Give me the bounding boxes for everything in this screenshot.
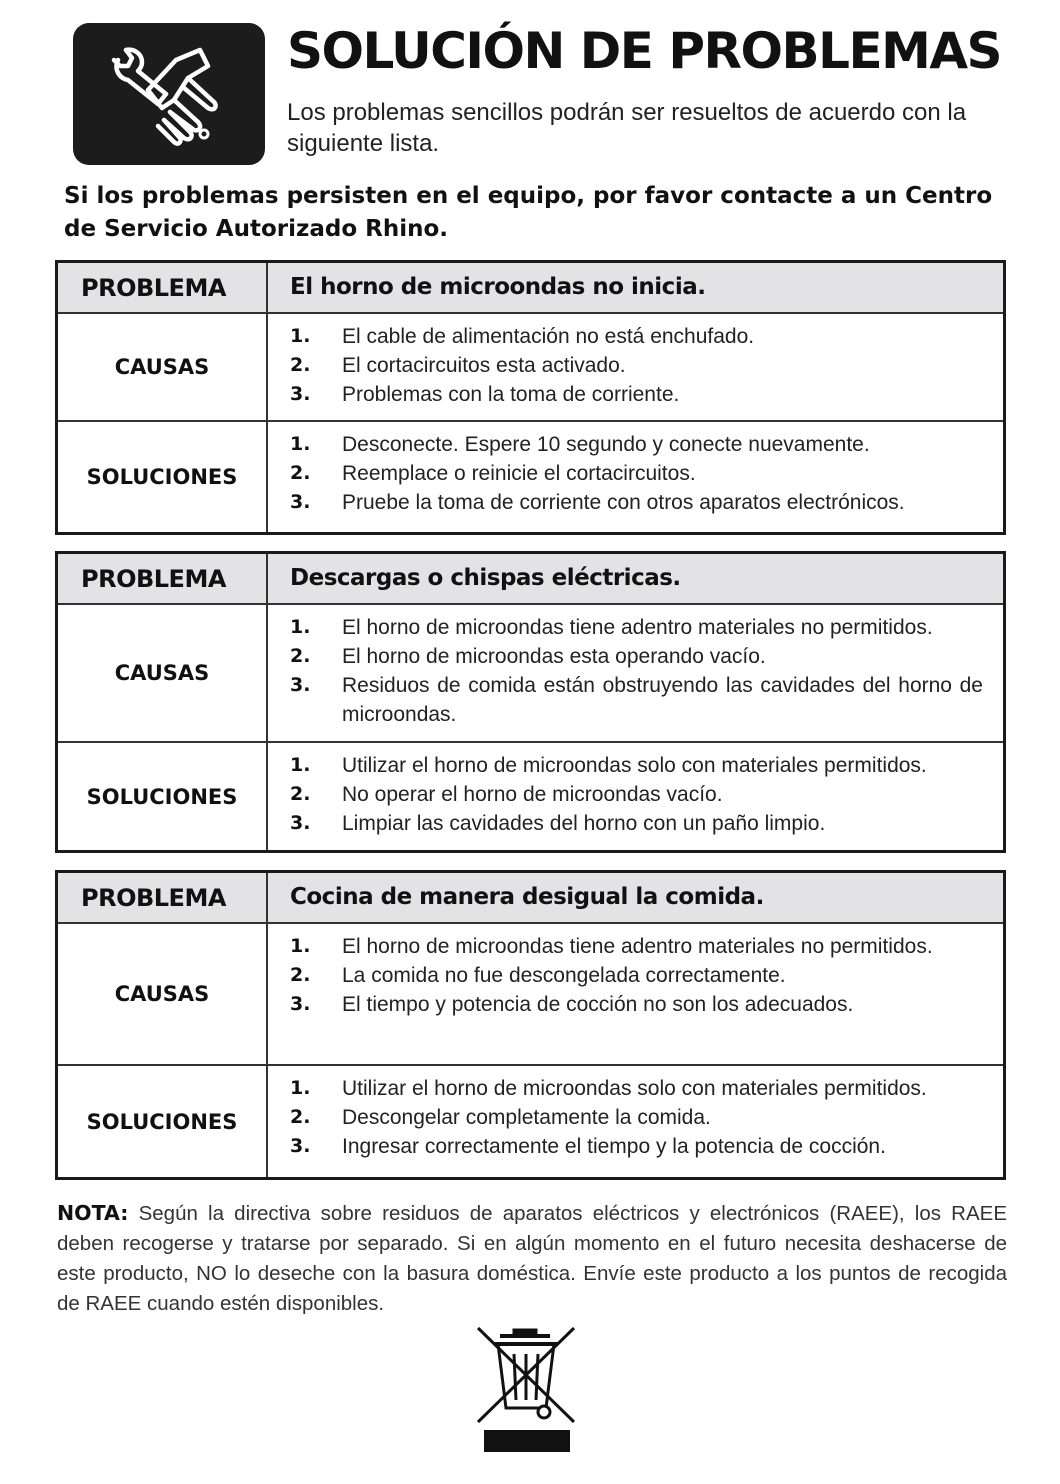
service-warning: Si los problemas persisten en el equipo, por favor contacte a un Centro de Servicio Autorizado Rhino. bbox=[64, 183, 993, 242]
problem-title: Cocina de manera desigual la comida. bbox=[290, 884, 764, 910]
raee-note bbox=[57, 1198, 1007, 1319]
problem-label: PROBLEMA bbox=[58, 873, 268, 922]
problem-table-2 bbox=[55, 551, 1006, 853]
problem-table-3 bbox=[55, 870, 1006, 1180]
list-item: 3. Ingresar correctamente el tiempo y la potencia de cocción. bbox=[290, 1135, 886, 1158]
list-item: 1. Utilizar el horno de microondas solo con materiales permitidos. bbox=[290, 754, 927, 777]
wrench-hand-icon bbox=[73, 23, 265, 165]
list-item: 1. El cable de alimentación no está enchufado. bbox=[290, 325, 755, 348]
list-item: 2. El horno de microondas esta operando vacío. bbox=[290, 645, 766, 668]
causes-row bbox=[58, 922, 1003, 1064]
page-title: SOLUCIÓN DE PROBLEMAS bbox=[287, 22, 1002, 80]
note-label: NOTA: bbox=[57, 1201, 129, 1225]
solutions-row bbox=[58, 420, 1003, 532]
list-item: 2. Reemplace o reinicie el cortacircuitos. bbox=[290, 462, 696, 485]
problem-table-1 bbox=[55, 260, 1006, 535]
note-text: Según la directiva sobre residuos de aparatos eléctricos y electrónicos (RAEE), los RAEE deben recogerse y tratarse por separado. Si en algún momento en el futuro necesita deshacerse de este producto, NO lo deseche con la basura doméstica. Envíe este producto a los puntos de recogida de RAEE cuando estén disponibles. bbox=[57, 1202, 1007, 1315]
causes-row bbox=[58, 603, 1003, 741]
solutions-label: SOLUCIONES bbox=[58, 743, 268, 850]
causes-label: CAUSAS bbox=[58, 924, 268, 1064]
problem-title: Descargas o chispas eléctricas. bbox=[290, 565, 681, 591]
list-item: 3. Pruebe la toma de corriente con otros aparatos electrónicos. bbox=[290, 491, 905, 514]
list-item: 3. Limpiar las cavidades del horno con un paño limpio. bbox=[290, 812, 826, 835]
causes-label: CAUSAS bbox=[58, 605, 268, 741]
list-item: 1. El horno de microondas tiene adentro materiales no permitidos. bbox=[290, 935, 933, 958]
problem-row bbox=[58, 263, 1003, 312]
page-subtitle: Los problemas sencillos podrán ser resueltos de acuerdo con la siguiente lista. bbox=[287, 99, 967, 157]
problem-label: PROBLEMA bbox=[58, 263, 268, 312]
causes-label: CAUSAS bbox=[58, 314, 268, 420]
problem-row bbox=[58, 554, 1003, 603]
solutions-row bbox=[58, 1064, 1003, 1177]
list-item: 2. El cortacircuitos esta activado. bbox=[290, 354, 626, 377]
problem-label: PROBLEMA bbox=[58, 554, 268, 603]
list-item: 3. El tiempo y potencia de cocción no son los adecuados. bbox=[290, 993, 854, 1016]
list-item: 3. Residuos de comida están obstruyendo las cavidades del horno de microondas. bbox=[290, 674, 983, 726]
list-item: 1. Utilizar el horno de microondas solo con materiales permitidos. bbox=[290, 1077, 927, 1100]
solutions-row bbox=[58, 741, 1003, 850]
list-item: 1. El horno de microondas tiene adentro materiales no permitidos. bbox=[290, 616, 933, 639]
solutions-label: SOLUCIONES bbox=[58, 422, 268, 532]
causes-row bbox=[58, 312, 1003, 420]
list-item: 2. Descongelar completamente la comida. bbox=[290, 1106, 711, 1129]
problem-title: El horno de microondas no inicia. bbox=[290, 274, 706, 300]
problem-row bbox=[58, 873, 1003, 922]
list-item: 2. La comida no fue descongelada correctamente. bbox=[290, 964, 786, 987]
list-item: 3. Problemas con la toma de corriente. bbox=[290, 383, 680, 406]
list-item: 1. Desconecte. Espere 10 segundo y conecte nuevamente. bbox=[290, 433, 870, 456]
list-item: 2. No operar el horno de microondas vacío. bbox=[290, 783, 723, 806]
crossed-out-wheelie-bin-icon bbox=[470, 1326, 582, 1456]
solutions-label: SOLUCIONES bbox=[58, 1066, 268, 1177]
